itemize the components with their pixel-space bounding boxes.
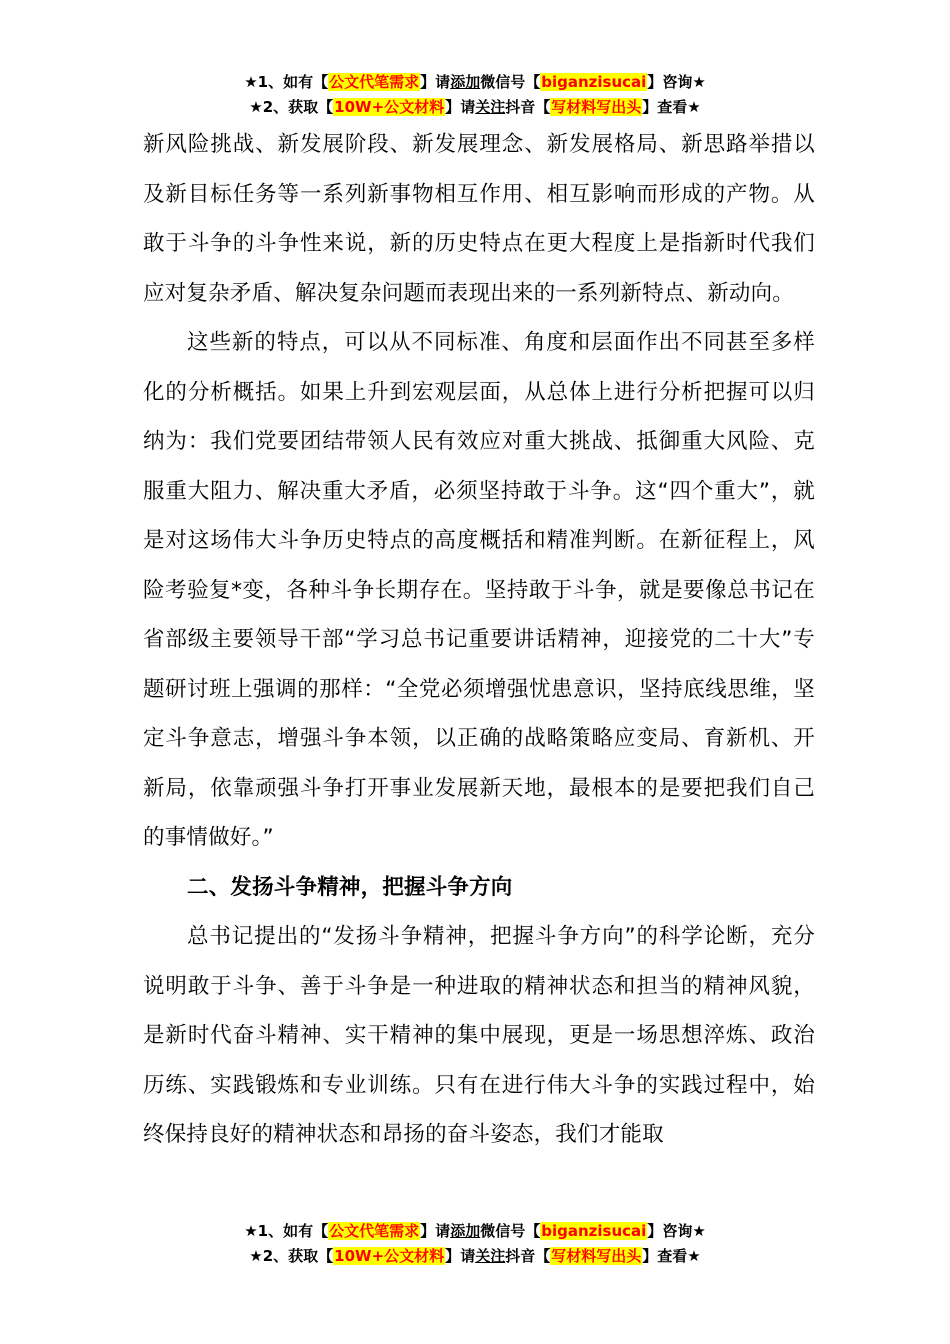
highlight-materials: 10W+公文材料: [334, 1247, 445, 1265]
bracket: 】: [642, 1247, 658, 1265]
bracket: 】: [445, 98, 461, 116]
banner-text: ★1、如有: [244, 73, 314, 91]
bracket: 【: [535, 1247, 551, 1265]
banner-line-2: [0, 1244, 950, 1269]
banner-text: 请: [460, 98, 476, 116]
bracket: 【: [535, 98, 551, 116]
top-banner: [0, 70, 950, 120]
banner-line-1: [0, 1219, 950, 1244]
bottom-banner: [0, 1219, 950, 1269]
bracket: 】: [445, 1247, 461, 1265]
banner-text: 咨询★: [662, 73, 706, 91]
banner-add-text: 添加: [450, 73, 481, 91]
bracket: 【: [318, 98, 334, 116]
highlight-writing-service: 公文代笔需求: [329, 73, 420, 91]
highlight-wechat-id: biganzisucai: [541, 73, 647, 91]
banner-text: 请: [435, 1222, 451, 1240]
banner-text: 微信号: [480, 1222, 526, 1240]
banner-text: 微信号: [480, 73, 526, 91]
banner-text: ★2、获取: [249, 1247, 319, 1265]
banner-text: ★2、获取: [249, 98, 319, 116]
bracket: 【: [525, 73, 541, 91]
banner-follow-text: 关注: [475, 1247, 506, 1265]
highlight-wechat-id: biganzisucai: [541, 1222, 647, 1240]
bracket: 】: [647, 73, 663, 91]
section-heading: 二、发扬斗争精神，把握斗争方向: [187, 874, 513, 900]
banner-text: 查看★: [657, 98, 701, 116]
paragraph-2: 这些新的特点，可以从不同标准、角度和层面作出不同甚至多样化的分析概括。如果上升到宏观层面，从总体上进行分析把握可以归纳为：我们党要团结带领人民有效应对重大挑战、抵御重大风险、克服重大阻力、解决重大矛盾，必须坚持敢于斗争。这“四个重大”，就是对这场伟大斗争历史特点的高度概括和精准判断。在新征程上，风险考验复*变，各种斗争长期存在。坚持敢于斗争，就是要像总书记在省部级主要领导干部“学习总书记重要讲话精神，迎接党的二十大”专题研讨班上强调的那样：“全党必须增强忧患意识，坚持底线思维，坚定斗争意志，增强斗争本领，以正确的战略策略应变局、育新机、开新局，依靠顽强斗争打开事业发展新天地，最根本的是要把我们自己的事情做好。”: [143, 330, 815, 850]
banner-text: 请: [460, 1247, 476, 1265]
banner-line-1: [0, 70, 950, 95]
paragraph-3: 总书记提出的“发扬斗争精神，把握斗争方向”的科学论断，充分说明敢于斗争、善于斗争是一种进取的精神状态和担当的精神风貌，是新时代奋斗精神、实干精神的集中展现，更是一场思想淬炼、政治历练、实践锻炼和专业训练。只有在进行伟大斗争的实践过程中，始终保持良好的精神状态和昂扬的奋斗姿态，我们才能取: [143, 924, 815, 1147]
highlight-douyin-account: 写材料写出头: [551, 1247, 642, 1265]
highlight-writing-service: 公文代笔需求: [329, 1222, 420, 1240]
bracket: 【: [525, 1222, 541, 1240]
banner-text: 抖音: [505, 98, 536, 116]
banner-text: 咨询★: [662, 1222, 706, 1240]
banner-text: 抖音: [505, 1247, 536, 1265]
banner-line-2: [0, 95, 950, 120]
bracket: 【: [318, 1247, 334, 1265]
bracket: 】: [420, 1222, 436, 1240]
banner-text: 查看★: [657, 1247, 701, 1265]
bracket: 】: [420, 73, 436, 91]
highlight-douyin-account: 写材料写出头: [551, 98, 642, 116]
bracket: 】: [647, 1222, 663, 1240]
banner-add-text: 添加: [450, 1222, 481, 1240]
banner-text: ★1、如有: [244, 1222, 314, 1240]
paragraph-1: 新风险挑战、新发展阶段、新发展理念、新发展格局、新思路举措以及新目标任务等一系列新事物相互作用、相互影响而形成的产物。从敢于斗争的斗争性来说，新的历史特点在更大程度上是指新时代我们应对复杂矛盾、解决复杂问题而表现出来的一系列新特点、新动向。: [143, 132, 815, 306]
highlight-materials: 10W+公文材料: [334, 98, 445, 116]
banner-text: 请: [435, 73, 451, 91]
banner-follow-text: 关注: [475, 98, 506, 116]
bracket: 【: [313, 1222, 329, 1240]
bracket: 】: [642, 98, 658, 116]
bracket: 【: [313, 73, 329, 91]
document-body: [143, 120, 815, 1160]
